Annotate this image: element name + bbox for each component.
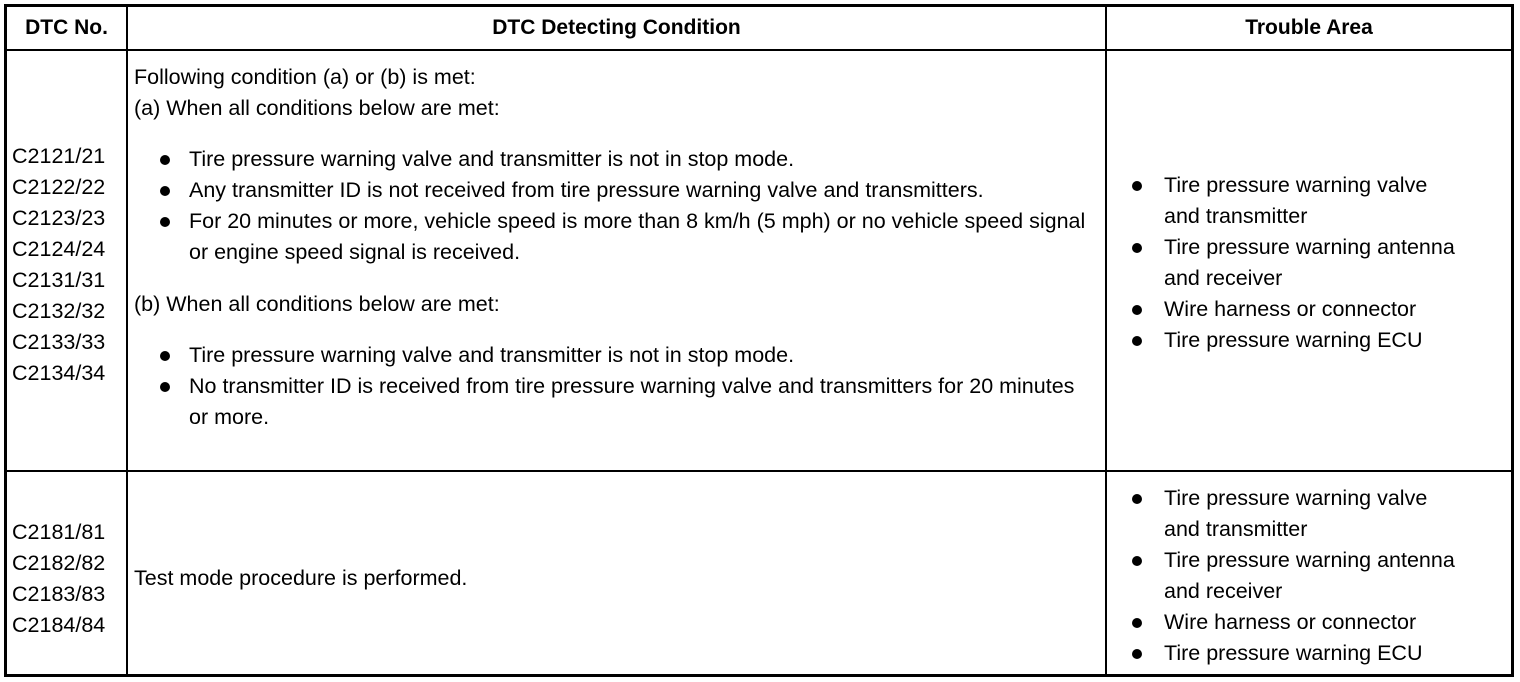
- header-condition: [128, 5, 1105, 51]
- dtc-code: C2134/34: [12, 361, 106, 385]
- list-item: No transmitter ID is received from tire pressure warning valve and transmitters for 20 minutes or more.: [134, 371, 1099, 433]
- condition-a-heading: (a) When all conditions below are met:: [134, 96, 500, 120]
- dtc-code: C2182/82: [12, 551, 106, 575]
- list-item: Wire harness or connector: [1109, 607, 1469, 638]
- dtc-code: C2132/32: [12, 299, 106, 323]
- column-divider: [126, 7, 128, 674]
- header-trouble-area: [1107, 5, 1511, 51]
- list-item: Tire pressure warning ECU: [1109, 325, 1469, 356]
- list-item: Tire pressure warning valve and transmitter is not in stop mode.: [134, 340, 1099, 371]
- list-item: Tire pressure warning valve and transmitter: [1109, 483, 1469, 545]
- list-item: Tire pressure warning valve and transmitter: [1109, 170, 1469, 232]
- dtc-code: C2124/24: [12, 237, 106, 261]
- dtc-code: C2131/31: [12, 268, 106, 292]
- dtc-code: C2121/21: [12, 144, 106, 168]
- dtc-code: C2184/84: [12, 613, 106, 637]
- condition-b-list: [134, 340, 1099, 433]
- condition-a-list: [134, 144, 1099, 268]
- list-item: Tire pressure warning antenna and receiver: [1109, 232, 1469, 294]
- header-dtc-no: [7, 5, 126, 51]
- trouble-area-list: [1109, 170, 1469, 356]
- trouble-area-list: [1109, 483, 1469, 669]
- dtc-table: [4, 4, 1514, 677]
- row2-dtc-codes: [12, 517, 105, 641]
- dtc-code: C2183/83: [12, 582, 106, 606]
- list-item: Tire pressure warning antenna and receiver: [1109, 545, 1469, 607]
- row1-condition: [134, 62, 1099, 433]
- list-item: Tire pressure warning valve and transmitter is not in stop mode.: [134, 144, 1099, 175]
- column-divider: [1105, 7, 1107, 674]
- dtc-code: C2123/23: [12, 206, 106, 230]
- dtc-code: C2181/81: [12, 520, 106, 544]
- row2-condition: [134, 563, 1099, 594]
- header-condition-label: DTC Detecting Condition: [492, 16, 741, 39]
- row1-trouble-area: [1109, 170, 1469, 356]
- header-trouble-area-label: Trouble Area: [1245, 16, 1373, 39]
- condition-intro: Following condition (a) or (b) is met:: [134, 65, 476, 89]
- dtc-code: C2133/33: [12, 330, 106, 354]
- list-item: Wire harness or connector: [1109, 294, 1469, 325]
- row1-dtc-codes: [12, 141, 105, 389]
- list-item: For 20 minutes or more, vehicle speed is more than 8 km/h (5 mph) or no vehicle speed signal or engine speed signal is received.: [134, 206, 1099, 268]
- condition-b-heading: (b) When all conditions below are met:: [134, 292, 500, 316]
- header-dtc-no-label: DTC No.: [25, 16, 108, 39]
- row2-trouble-area: [1109, 483, 1469, 669]
- list-item: Any transmitter ID is not received from tire pressure warning valve and transmitters.: [134, 175, 1099, 206]
- list-item: Tire pressure warning ECU: [1109, 638, 1469, 669]
- row-divider: [7, 470, 1511, 472]
- dtc-code: C2122/22: [12, 175, 106, 199]
- condition-text: Test mode procedure is performed.: [134, 566, 468, 590]
